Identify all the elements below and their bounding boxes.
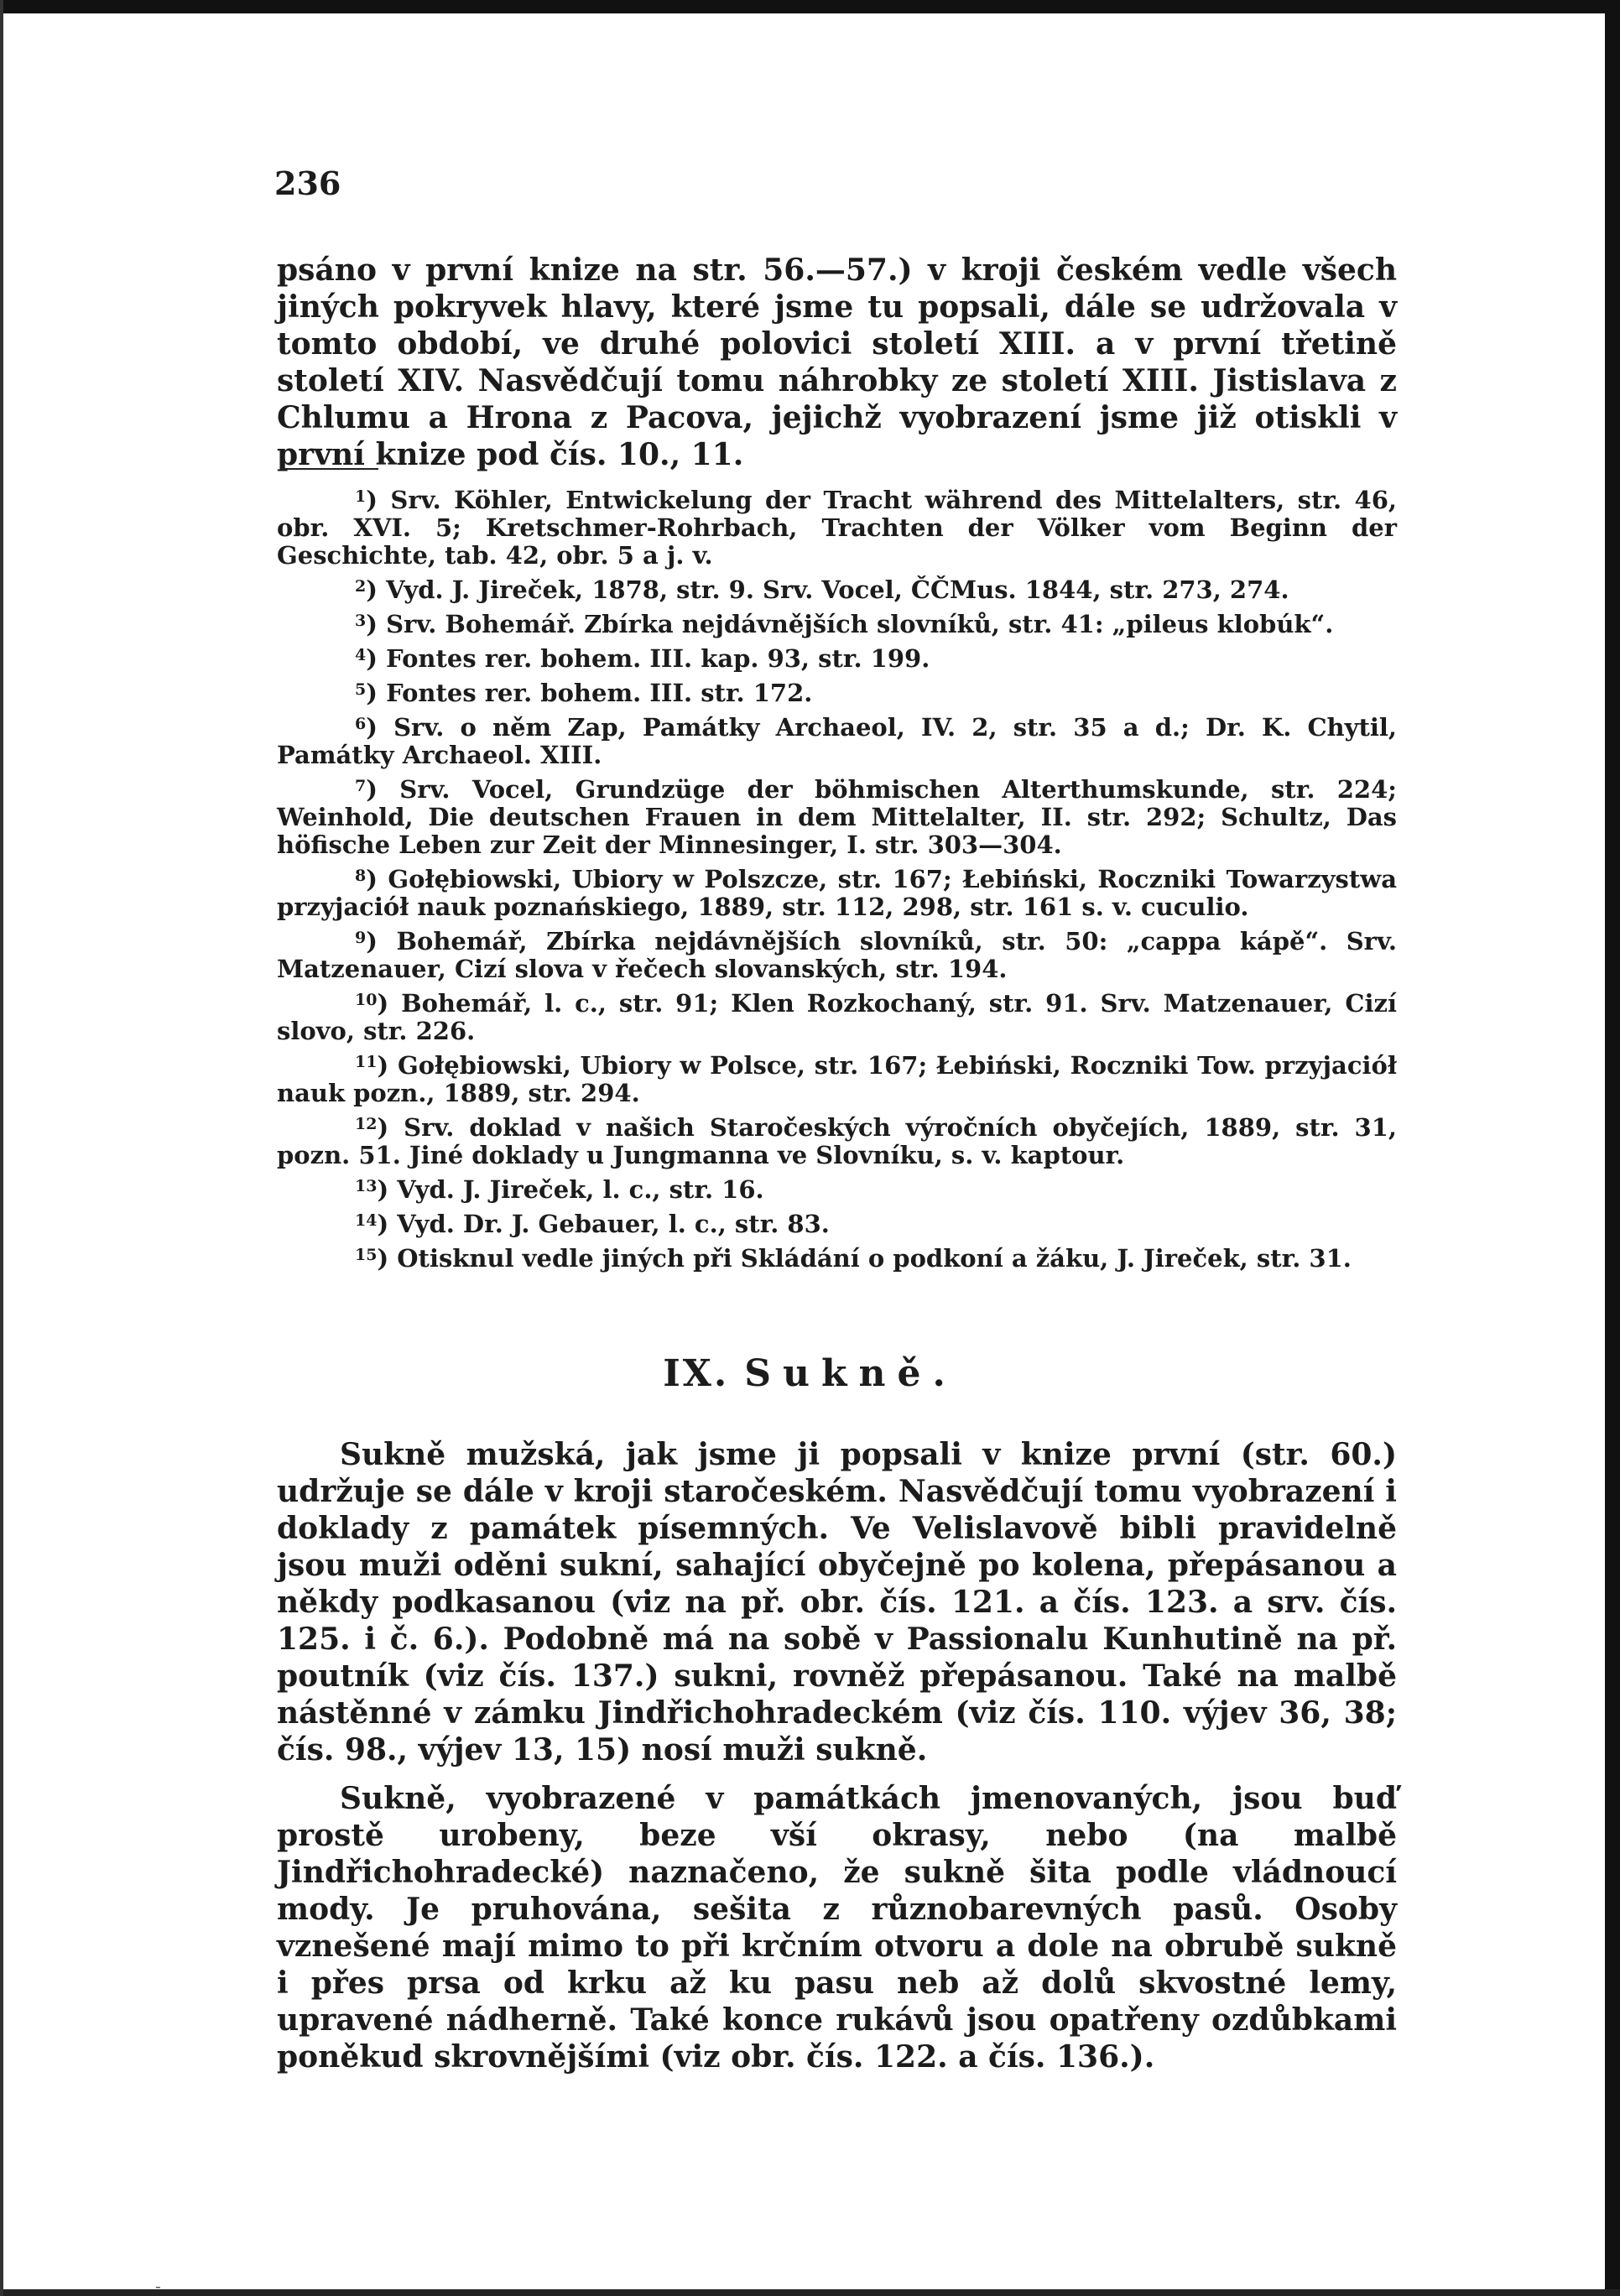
footnote-text: Srv. Köhler, Entwickelung der Tracht während des Mittelalters, str. 46, obr. XVI. 5; Kretschmer-Rohrbach, Trachten der Völker vom Beginn der Geschichte, tab. 42, obr. 5 a j. v. [277, 486, 1397, 570]
footnote-text: Gołębiowski, Ubiory w Polszcze, str. 167; Łebiński, Roczniki Towarzystwa przyjaciół nauk poznańskiego, 1889, str. 112, 298, str. 161 s. v. cuculio. [277, 865, 1397, 921]
footnote: $^{10}$) Bohemář, l. c., str. 91; Klen Rozkochaný, str. 91. Srv. Matzenauer, Cizí slovo, str. 226. [277, 989, 1397, 1045]
footnote-number: 11 [355, 1053, 378, 1071]
scan-mark: - [155, 2276, 161, 2296]
footnote-text: Fontes rer. bohem. III. kap. 93, str. 199. [386, 644, 930, 673]
chapter-heading [0, 1352, 1620, 1395]
footnote: $^{11}$) Gołębiowski, Ubiory w Polsce, str. 167; Łebiński, Roczniki Tow. przyjaciół nauk pozn., 1889, str. 294. [277, 1051, 1397, 1107]
footnote-text: Srv. o něm Zap, Památky Archaeol, IV. 2, str. 35 a d.; Dr. K. Chytil, Památky Archaeol. XIII. [277, 713, 1397, 769]
footnote-number: 2 [355, 577, 367, 596]
footnote: $^2$) Vyd. J. Jireček, 1878, str. 9. Srv. Vocel, ČČMus. 1844, str. 273, 274. [355, 575, 1289, 604]
footnote-number: 10 [355, 991, 378, 1009]
footnote-text: Vyd. Dr. J. Gebauer, l. c., str. 83. [397, 1210, 830, 1238]
footnote-text: Vyd. J. Jireček, 1878, str. 9. Srv. Vocel, ČČMus. 1844, str. 273, 274. [386, 575, 1289, 604]
body-paragraph: Sukně mužská, jak jsme ji popsali v knize první (str. 60.) udržuje se dále v kroji staročeském. Nasvědčují tomu vyobrazení i doklady z památek písemných. Ve Velislavově bibli pravidelně jsou muži oděni sukní, sahající obyčejně po kolena, přepásanou a někdy podkasanou (viz na př. obr. čís. 121. a čís. 123. a srv. čís. 125. i č. 6.). Podobně má na sobě v Passionalu Kunhutině na př. poutník (viz čís. 137.) sukni, rovněž přepásanou. Také na malbě nástěnné v zámku Jindřichohradeckém (viz čís. 110. výjev 36, 38; čís. 98., výjev 13, 15) nosí muži sukně. [277, 1437, 1397, 1768]
footnote-number: 14 [355, 1211, 378, 1230]
footnote: $^7$) Srv. Vocel, Grundzüge der böhmischen Alterthumskunde, str. 224; Weinhold, Die deutschen Frauen in dem Mittelalter, II. str. 292; Schultz, Das höfische Leben zur Zeit der Minnesinger, I. str. 303—304. [277, 775, 1397, 859]
footnote: $^9$) Bohemář, Zbírka nejdávnějších slovníků, str. 50: „cappa kápě“. Srv. Matzenauer, Cizí slova v řečech slovanských, str. 194. [277, 927, 1397, 983]
footnote-number: 13 [355, 1177, 378, 1195]
footnote-text: Srv. doklad v našich Staročeských výročních obyčejích, 1889, str. 31, pozn. 51. Jiné doklady u Jungmanna ve Slovníku, s. v. kaptour. [277, 1113, 1397, 1169]
footnote: $^{15}$) Otisknul vedle jiných při Skládání o podkoní a žáku, J. Jireček, str. 31. [355, 1244, 1352, 1273]
scan-border-bottom [0, 2289, 1620, 2296]
footnote-number: 7 [355, 777, 367, 795]
footnote-text: Vyd. J. Jireček, l. c., str. 16. [397, 1175, 764, 1204]
footnote-text: Otisknul vedle jiných při Skládání o podkoní a žáku, J. Jireček, str. 31. [397, 1244, 1352, 1273]
footnote: $^4$) Fontes rer. bohem. III. kap. 93, str. 199. [355, 644, 930, 673]
footnote-number: 8 [355, 867, 367, 885]
footnote-number: 9 [355, 929, 367, 947]
footnote-text: Srv. Bohemář. Zbírka nejdávnějších slovníků, str. 41: „pileus klobúk“. [386, 610, 1334, 638]
footnote-number: 12 [355, 1115, 378, 1133]
footnote: $^6$) Srv. o něm Zap, Památky Archaeol, IV. 2, str. 35 a d.; Dr. K. Chytil, Památky Archaeol. XIII. [277, 713, 1397, 769]
footnote-number: 6 [355, 715, 367, 733]
footnote-number: 15 [355, 1246, 378, 1264]
body-paragraph: Sukně, vyobrazené v památkách jmenovaných, jsou buď prostě urobeny, beze vší okrasy, nebo (na malbě Jindřichohradecké) naznačeno, že sukně šita podle vládnoucí mody. Je pruhována, sešita z různobarevných pasů. Osoby vznešené mají mimo to při krčním otvoru a dole na obrubě sukně i přes prsa od krku až ku pasu neb až dolů skvostné lemy, upravené nádherně. Také konce rukávů jsou opatřeny ozdůbkami poněkud skrovnějšími (viz obr. čís. 122. a čís. 136.). [277, 1781, 1397, 2075]
chapter-title: Sukně. [744, 1352, 957, 1395]
footnote-text: Bohemář, Zbírka nejdávnějších slovníků, str. 50: „cappa kápě“. Srv. Matzenauer, Cizí slova v řečech slovanských, str. 194. [277, 927, 1397, 983]
footnote: $^1$) Srv. Köhler, Entwickelung der Tracht während des Mittelalters, str. 46, obr. XVI. 5; Kretschmer-Rohrbach, Trachten der Völker vom Beginn der Geschichte, tab. 42, obr. 5 a j. v. [277, 486, 1397, 570]
chapter-numeral: IX. [663, 1352, 730, 1395]
footnote-text: Gołębiowski, Ubiory w Polsce, str. 167; Łebiński, Roczniki Tow. przyjaciół nauk pozn., 1889, str. 294. [277, 1051, 1397, 1107]
footnote: $^5$) Fontes rer. bohem. III. str. 172. [355, 679, 813, 707]
scan-border-right [1605, 0, 1620, 2296]
page-number: 236 [274, 164, 341, 202]
scan-border-top [0, 0, 1620, 13]
footnote-text: Srv. Vocel, Grundzüge der böhmischen Alterthumskunde, str. 224; Weinhold, Die deutschen Frauen in dem Mittelalter, II. str. 292; Schultz, Das höfische Leben zur Zeit der Minnesinger, I. str. 303—304. [277, 775, 1397, 859]
footnote-text: Bohemář, l. c., str. 91; Klen Rozkochaný, str. 91. Srv. Matzenauer, Cizí slovo, str. 226. [277, 989, 1397, 1045]
footnote-separator [281, 468, 378, 470]
footnote-text: Fontes rer. bohem. III. str. 172. [386, 679, 813, 707]
footnote: $^{14}$) Vyd. Dr. J. Gebauer, l. c., str. 83. [355, 1210, 830, 1238]
footnote-number: 3 [355, 612, 367, 630]
footnote: $^8$) Gołębiowski, Ubiory w Polszcze, str. 167; Łebiński, Roczniki Towarzystwa przyjaciół nauk poznańskiego, 1889, str. 112, 298, str. 161 s. v. cuculio. [277, 865, 1397, 921]
footnote-number: 1 [355, 487, 367, 506]
footnote: $^{12}$) Srv. doklad v našich Staročeských výročních obyčejích, 1889, str. 31, pozn. 51. Jiné doklady u Jungmanna ve Slovníku, s. v. kaptour. [277, 1113, 1397, 1169]
footnote-number: 5 [355, 680, 367, 699]
intro-paragraph: psáno v první knize na str. 56.—57.) v kroji českém vedle všech jiných pokryvek hlavy, které jsme tu popsali, dále se udržovala v tomto období, ve druhé polovici století XIII. a v první třetině století XIV. Nasvědčují tomu náhrobky ze století XIII. Jistislava z Chlumu a Hrona z Pacova, jejichž vyobrazení jsme již otiskli v první knize pod čís. 10., 11. [277, 253, 1397, 472]
footnote: $^3$) Srv. Bohemář. Zbírka nejdávnějších slovníků, str. 41: „pileus klobúk“. [355, 610, 1334, 638]
scan-border-left [0, 0, 3, 2296]
footnote: $^{13}$) Vyd. J. Jireček, l. c., str. 16. [355, 1175, 764, 1204]
footnotes [277, 487, 1397, 1279]
footnote-number: 4 [355, 646, 367, 664]
